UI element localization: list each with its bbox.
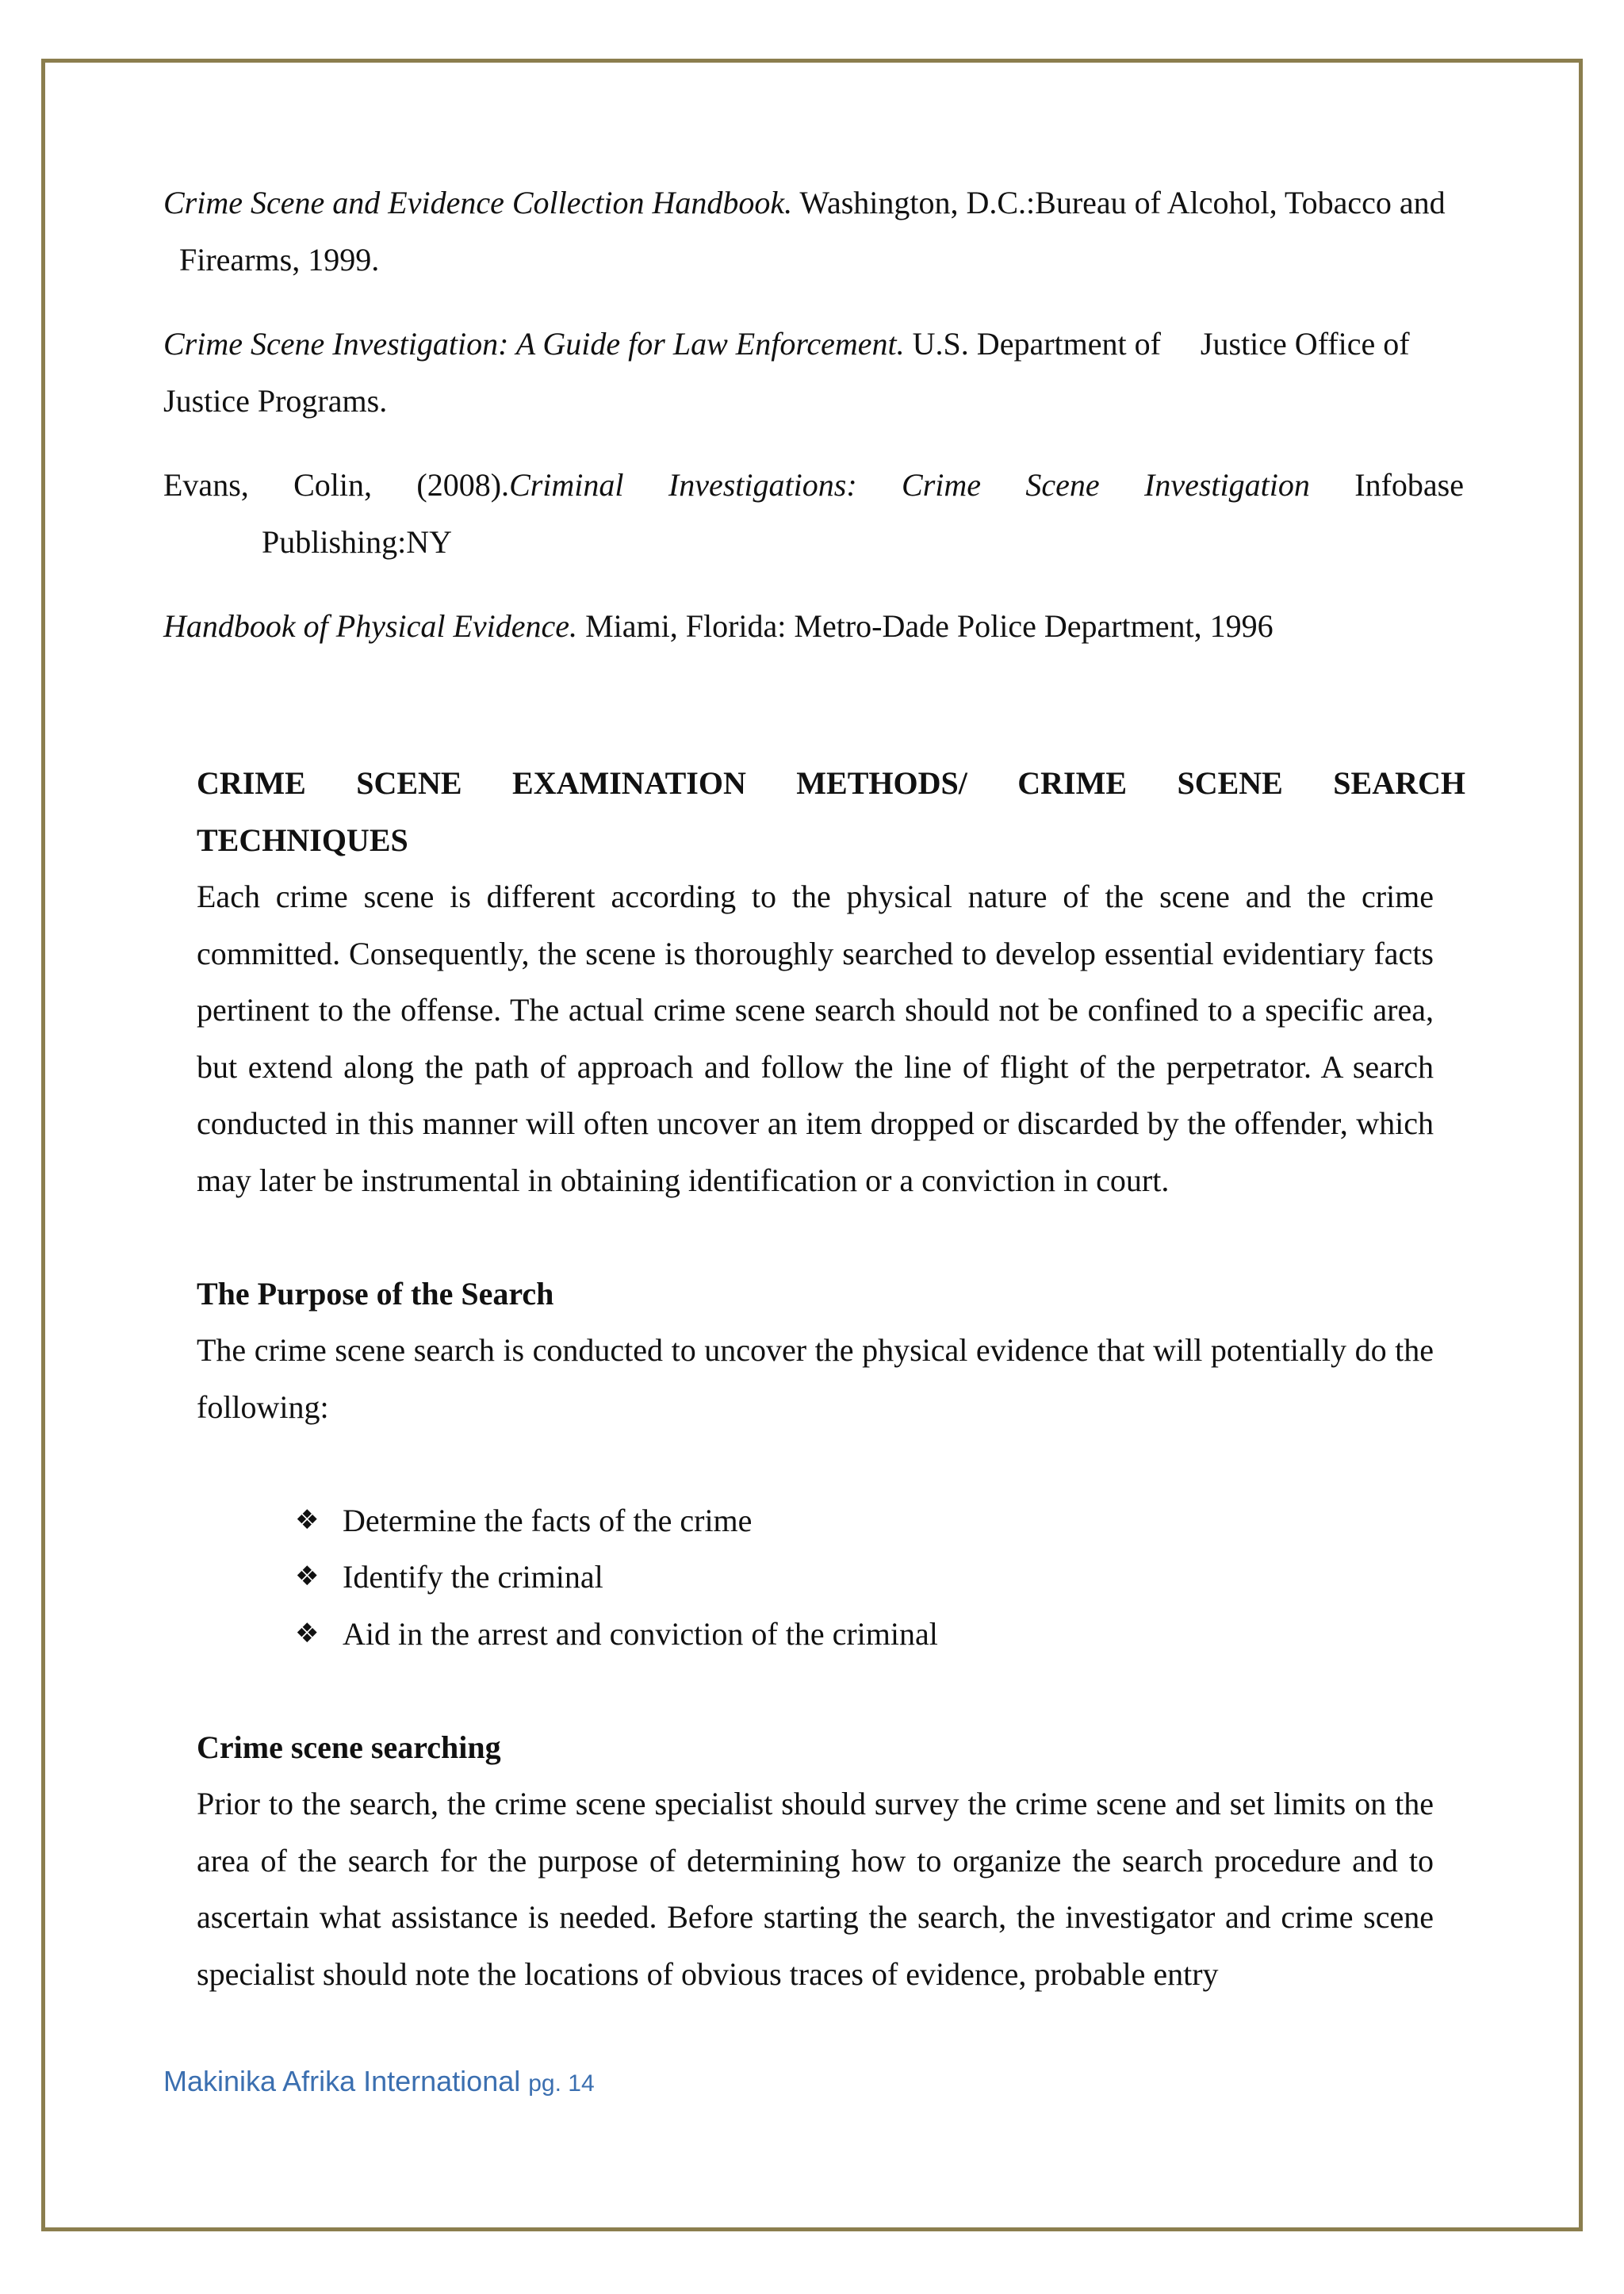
list-item [295,1492,1434,1549]
reference-details: Miami, Florida: Metro-Dade Police Department, 1996 [577,608,1274,644]
intro-paragraph: Each crime scene is different according to the physical nature of the scene and the crime committed. Consequently, the scene is thoroughly searched to develop essential evidentiary facts pertinent to the offense. The actual crime scene search should not be confined to a specific area, but extend along the path of approach and follow the line of flight of the perpetrator. A search conducted in this manner will often uncover an item dropped or discarded by the offender, which may later be instrumental in obtaining identification or a conviction in court. [197,879,1434,1198]
diamond-bullet-icon: ❖ [295,1503,320,1536]
reference-item [163,316,1464,430]
reference-item [163,598,1464,655]
purpose-paragraph: The crime scene search is conducted to uncover the physical evidence that will potentially do the following: [197,1332,1434,1425]
purpose-list [197,1492,1434,1663]
page-footer [163,2065,595,2098]
list-item-text: Determine the facts of the crime [343,1502,753,1538]
reference-item [163,174,1464,289]
reference-details: Washington, D.C.:Bureau of Alcohol, Tobacco and Firearms, 1999. [163,185,1446,278]
page-number: pg. 14 [528,2070,595,2097]
reference-title: Crime Scene Investigation: A Guide for Law Enforcement. [163,326,905,362]
searching-heading: Crime scene searching [197,1729,501,1765]
list-item [295,1549,1434,1606]
footer-org: Makinika Afrika International [163,2065,521,2097]
reference-item [163,457,1464,514]
reference-details: Infobase [1309,467,1464,503]
list-item-text: Identify the criminal [343,1559,603,1595]
reference-title: Criminal Investigations: Crime Scene Investigation [509,467,1310,503]
list-item-text: Aid in the arrest and conviction of the criminal [343,1615,938,1652]
section-heading: CRIME SCENE EXAMINATION METHODS/ CRIME SCENE SEARCH [197,765,1465,801]
reference-list [163,174,1464,682]
section-heading-continued: TECHNIQUES [197,821,408,858]
reference-author: Evans, Colin, (2008). [163,467,510,503]
list-item [295,1606,1434,1663]
reference-title: Handbook of Physical Evidence. [163,608,578,644]
reference-title: Crime Scene and Evidence Collection Handbook. [163,185,793,220]
purpose-heading: The Purpose of the Search [197,1275,554,1312]
diamond-bullet-icon: ❖ [295,1561,320,1592]
searching-paragraph: Prior to the search, the crime scene specialist should survey the crime scene and set limits on the area of the search for the purpose of determining how to organize the search procedure and to ascertain what assistance is needed. Before starting the search, the investigator and crime scene specialist should note the locations of obvious traces of evidence, probable entry [197,1786,1434,1992]
main-section [197,755,1465,2002]
reference-details: U.S. Department of Justice Office of Justice Programs. [163,326,1410,419]
diamond-bullet-icon: ❖ [295,1617,320,1649]
reference-continuation: Publishing:NY [262,524,453,560]
